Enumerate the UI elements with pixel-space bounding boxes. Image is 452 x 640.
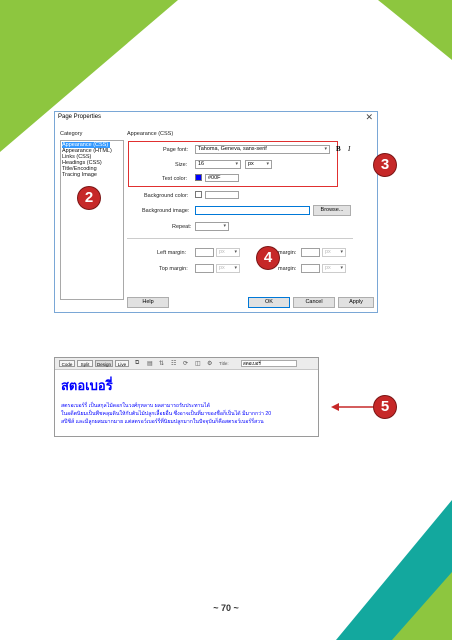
background-color-swatch[interactable] [195,191,202,198]
cancel-button[interactable]: Cancel [293,297,335,308]
px-label: px [219,265,225,271]
bottom-margin-input[interactable] [301,264,320,273]
dialog-titlebar [55,112,377,124]
chevron-down-icon: ▾ [324,146,327,152]
category-item-tracing-image[interactable]: Tracing Image [62,172,97,178]
category-item-headings-css[interactable]: Headings (CSS) [62,160,102,166]
apply-button[interactable]: Apply [338,297,374,308]
split-view-tab[interactable]: Split [77,360,93,367]
left-margin-input[interactable] [195,248,214,257]
bottom-margin-unit[interactable] [322,264,346,273]
top-margin-input[interactable] [195,264,214,273]
size-label: Size: [175,162,188,168]
italic-button[interactable]: I [348,145,351,153]
help-button[interactable]: Help [127,297,169,308]
editor-toolbar [55,358,318,370]
live-view-tab[interactable]: Live [115,360,129,367]
design-view-editor [54,357,319,437]
chevron-down-icon: ▾ [340,265,343,271]
chevron-down-icon: ▾ [234,265,237,271]
file-management-icon[interactable]: ⇅ [159,361,165,367]
chevron-down-icon: ▾ [223,223,226,229]
text-color-swatch[interactable] [195,174,202,181]
browse-button[interactable]: Browse... [313,205,351,216]
bold-button[interactable]: B [336,145,341,153]
repeat-label: Repeat: [172,224,192,230]
divider [127,238,353,239]
top-margin-unit[interactable] [216,264,240,273]
background-color-input[interactable] [205,191,239,199]
px-label: px [325,249,331,255]
size-unit-value: px [248,161,254,167]
browser-check-icon[interactable]: ☷ [171,361,177,367]
left-margin-unit[interactable] [216,248,240,257]
right-margin-unit[interactable] [322,248,346,257]
page-number: ~ 70 ~ [213,603,239,613]
chevron-down-icon: ▾ [340,249,343,255]
size-value: 16 [198,161,205,167]
category-item-title-encoding[interactable]: Title/Encoding [62,166,97,172]
text-color-input[interactable] [205,174,239,182]
px-label: px [219,249,225,255]
ok-button[interactable]: OK [248,297,290,308]
multiscreen-icon[interactable]: ⧉ [135,360,140,366]
size-select[interactable] [195,160,241,169]
category-item-appearance-css[interactable]: Appearance (CSS) [62,142,109,148]
category-list [60,140,124,300]
chevron-down-icon: ▾ [266,161,269,167]
bottom-margin-label: margin: [278,266,297,272]
close-icon[interactable]: ✕ [365,112,373,122]
background-image-input[interactable] [195,206,310,215]
content-heading: สตอเบอรี่ [61,378,113,393]
refresh-icon[interactable]: ⟳ [183,361,189,367]
step-badge-4: 4 [257,247,279,269]
size-unit-select[interactable] [245,160,272,169]
category-item-links-css[interactable]: Links (CSS) [62,154,92,160]
document-title-input[interactable]: สตอเบอรี่ [241,360,297,367]
chevron-down-icon: ▾ [234,249,237,255]
title-label: Title: [219,361,229,366]
px-label: px [325,265,331,271]
section-label: Appearance (CSS) [127,131,174,137]
settings-icon[interactable]: ⚙ [207,361,213,367]
page-font-label: Page font: [163,147,189,153]
background-color-label: Background color: [144,193,189,199]
page-properties-dialog [54,111,378,313]
dialog-title: Page Properties [58,114,102,120]
chevron-down-icon: ▾ [235,161,238,167]
text-color-value: #00F [208,175,221,181]
top-margin-label: Top margin: [159,266,188,272]
right-margin-label: margin: [278,250,297,256]
page-font-select[interactable] [195,145,330,154]
right-margin-input[interactable] [301,248,320,257]
repeat-select[interactable] [195,222,229,231]
step-badge-3: 3 [374,154,396,176]
category-item-appearance-html[interactable]: Appearance (HTML) [62,148,112,154]
preview-icon[interactable]: ▤ [147,361,153,367]
text-color-label: Text color: [162,176,188,182]
content-paragraph-line-2: ในอดีตนิยมเป็นพืชคลุมดินให้กับต้นไม้ปลูกเลื้อยอื่น ซึ่งอาจเป็นที่มาของชื่อก็เป็นได้ มีมากกว่า 20 [61,411,272,417]
content-paragraph-line-3: สปีชีส์ และมีลูกผสมมากมาย แต่สตรอว์เบอร์รี่ที่นิยมปลูกมากในปัจจุบันก็คือสตรอว์เบอร์รี่สวน [61,419,264,425]
category-label: Category [60,131,83,137]
left-margin-label: Left margin: [157,250,187,256]
background-image-label: Background image: [142,208,190,214]
page-font-value: Tahoma, Geneva, sans-serif [198,146,267,152]
step-badge-5: 5 [374,396,396,418]
top-right-green-corner [378,0,452,60]
visual-aids-icon[interactable]: ◫ [195,361,201,367]
step-badge-2: 2 [78,187,100,209]
content-paragraph-line-1: สตรอเบอร์รี่ เป็นสกุลไม้ดอกในวงศ์กุหลาบ ผลสามารถรับประทานได้ [61,403,210,409]
code-view-tab[interactable]: Code [59,360,75,367]
design-view-tab[interactable]: Design [96,362,111,367]
